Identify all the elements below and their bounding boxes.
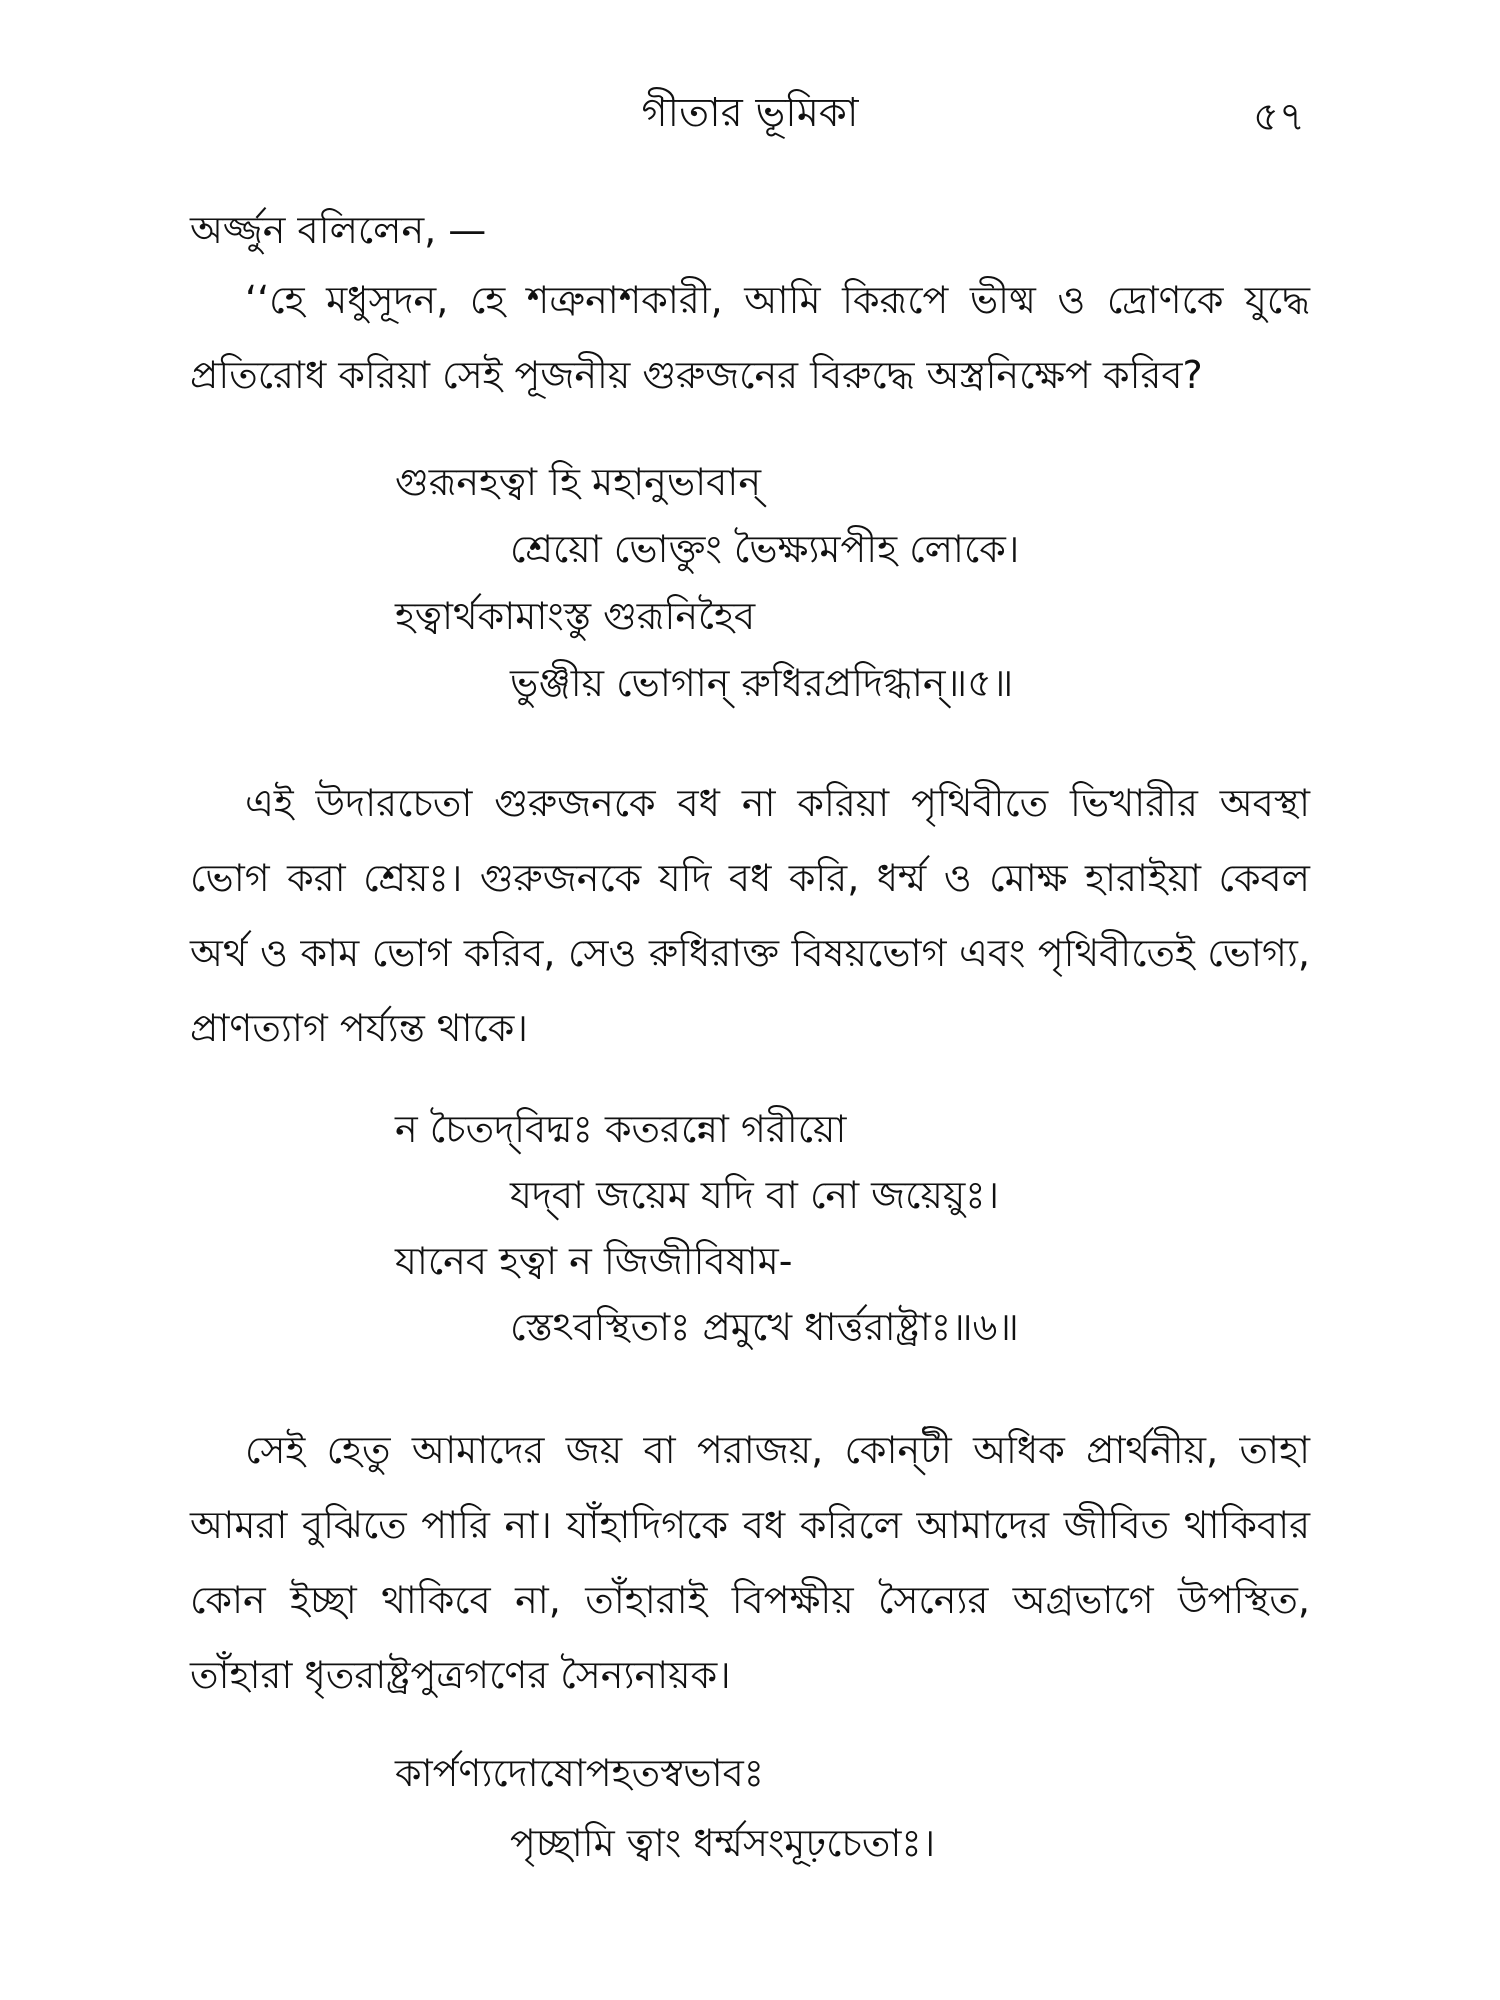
verse-7-line-1: কার্পণ্যদোষোপহতস্বভাবঃ (395, 1751, 765, 1795)
commentary-verse-5: এই উদারচেতা গুরুজনকে বধ না করিয়া পৃথিবীতে ভিখারীর অবস্থা ভোগ করা শ্রেয়ঃ। গুরুজনকে যদি বধ করি, ধর্ম্ম ও মোক্ষ হারাইয়া কেবল অর্থ ও কাম ভোগ করিব, সেও রুধিরাক্ত বিষয়ভোগ এবং পৃথিবীতেই ভোগ্য, প্রাণত্যাগ পর্য্যন্ত থাকে। (190, 781, 1311, 1050)
verse-5-line-3: হত্বার্থকামাংস্তু গুরূনিহৈব (395, 594, 756, 638)
verse-5-line-2: শ্রেয়ো ভোক্তুং ভৈক্ষ্যমপীহ লোকে। (510, 527, 1020, 571)
verse-7-line-2: পৃচ্ছামি ত্বাং ধর্ম্মসংমূঢ়চেতাঃ। (510, 1821, 936, 1865)
verse-5-line-4: ভুঞ্জীয় ভোগান্ রুধিরপ্রদিগ্ধান্॥৫॥ (510, 661, 1014, 705)
running-title: গীতার ভূমিকা (641, 90, 859, 136)
verse-6-line-4: স্তেঽবস্থিতাঃ প্রমুখে ধার্ত্তরাষ্ট্রাঃ॥৬॥ (510, 1305, 1019, 1349)
page-number: ৫৭ (1253, 94, 1305, 140)
arjuna-quote: ‘‘হে মধুসূদন, হে শত্রুনাশকারী, আমি কিরূপে ভীষ্ম ও দ্রোণকে যুদ্ধে প্রতিরোধ করিয়া সেই পূজনীয় গুরুজনের বিরুদ্ধে অস্ত্রনিক্ষেপ করিব? (190, 278, 1310, 397)
speaker-line: অর্জ্জুন বলিলেন, — (190, 208, 487, 252)
verse-6-line-1: ন চৈতদ্‌বিদ্মঃ কতরন্নো গরীয়ো (395, 1107, 847, 1151)
verse-5-line-1: গুরূনহত্বা হি মহানুভাবান্ (395, 460, 762, 504)
verse-6-line-3: যানেব হত্বা ন জিজীবিষাম- (395, 1239, 793, 1283)
commentary-verse-6: সেই হেতু আমাদের জয় বা পরাজয়, কোন্‌টী অধিক প্রার্থনীয়, তাহা আমরা বুঝিতে পারি না। যাঁহাদিগকে বধ করিলে আমাদের জীবিত থাকিবার কোন ইচ্ছা থাকিবে না, তাঁহারাই বিপক্ষীয় সৈন্যের অগ্রভাগে উপস্থিত, তাঁহারা ধৃতরাষ্ট্রপুত্রগণের সৈন্যনায়ক। (190, 1428, 1310, 1697)
verse-6-line-2: যদ্‌বা জয়েম যদি বা নো জয়েয়ুঃ। (510, 1173, 1000, 1217)
